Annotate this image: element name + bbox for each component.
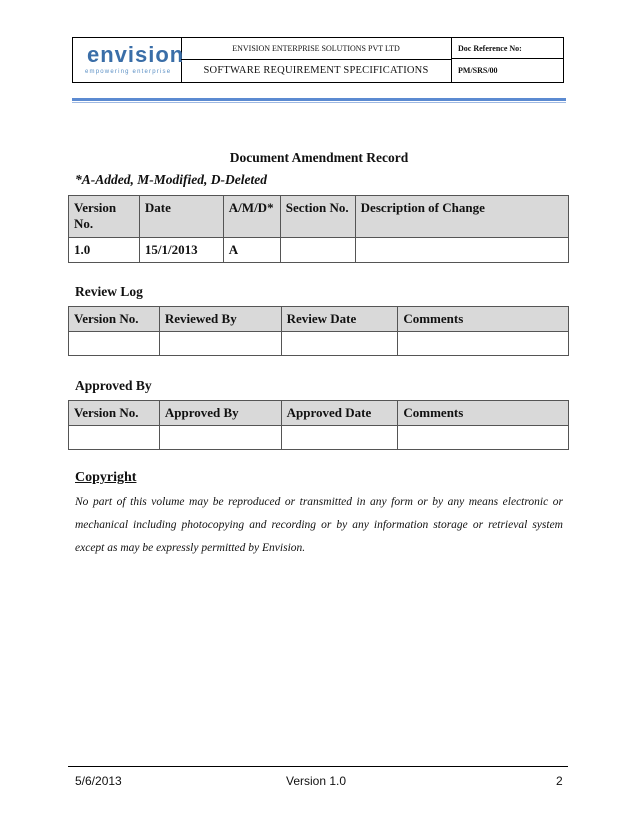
logo-tagline: empowering enterprise xyxy=(85,69,172,75)
table-cell xyxy=(159,332,281,356)
table-cell xyxy=(398,426,569,450)
approved-by-title: Approved By xyxy=(75,378,152,393)
table-cell xyxy=(69,426,160,450)
table-cell: 1.0 xyxy=(69,238,140,263)
table-row xyxy=(69,426,569,450)
header-cell: Version No. xyxy=(69,307,160,332)
copyright-title: Copyright xyxy=(75,470,137,485)
table-cell: A xyxy=(223,238,280,263)
amendment-legend: *A-Added, M-Modified, D-Deleted xyxy=(75,172,267,187)
doc-reference-value: PM/SRS/00 xyxy=(458,66,498,75)
review-log-title: Review Log xyxy=(75,284,143,299)
doc-reference-label: Doc Reference No: xyxy=(452,38,563,59)
header-cell: A/M/D* xyxy=(223,196,280,238)
footer-version: Version 1.0 xyxy=(286,774,347,788)
logo-text: envision xyxy=(87,42,185,67)
copyright-text: No part of this volume may be reproduced or transmitted in any form or by any means electronic or mechanical including photocopying and recording or by any information storage or retrieval system except as may be expressly permitted by Envision. xyxy=(75,496,563,554)
footer-date: 5/6/2013 xyxy=(75,774,122,788)
header-cell: Version No. xyxy=(69,196,140,238)
header-cell: Section No. xyxy=(280,196,355,238)
table-header-row xyxy=(69,401,569,426)
table-row xyxy=(69,238,569,263)
header-cell: Review Date xyxy=(281,307,398,332)
amendment-table xyxy=(68,195,569,263)
header-divider xyxy=(72,98,566,101)
table-header-row xyxy=(69,307,569,332)
company-name: ENVISION ENTERPRISE SOLUTIONS PVT LTD xyxy=(181,38,452,60)
table-cell xyxy=(280,238,355,263)
review-log-table xyxy=(68,306,569,356)
table-row xyxy=(69,332,569,356)
table-cell xyxy=(69,332,160,356)
header-divider-thin xyxy=(72,102,566,103)
header-cell: Comments xyxy=(398,401,569,426)
logo xyxy=(73,38,185,82)
header-cell: Approved By xyxy=(159,401,281,426)
header-cell: Date xyxy=(139,196,223,238)
header-cell: Reviewed By xyxy=(159,307,281,332)
document-header xyxy=(72,37,564,83)
header-cell: Comments xyxy=(398,307,569,332)
table-cell xyxy=(355,238,568,263)
table-cell xyxy=(281,426,398,450)
header-cell: Version No. xyxy=(69,401,160,426)
footer-divider xyxy=(68,766,568,767)
page-number: 2 xyxy=(556,774,563,788)
header-cell: Description of Change xyxy=(355,196,568,238)
table-cell xyxy=(398,332,569,356)
header-cell: Approved Date xyxy=(281,401,398,426)
table-cell xyxy=(281,332,398,356)
approved-by-table xyxy=(68,400,569,450)
document-title: SOFTWARE REQUIREMENT SPECIFICATIONS xyxy=(181,59,452,82)
amendment-record-title: Document Amendment Record xyxy=(229,150,409,165)
table-cell xyxy=(159,426,281,450)
table-cell: 15/1/2013 xyxy=(139,238,223,263)
table-header-row xyxy=(69,196,569,238)
